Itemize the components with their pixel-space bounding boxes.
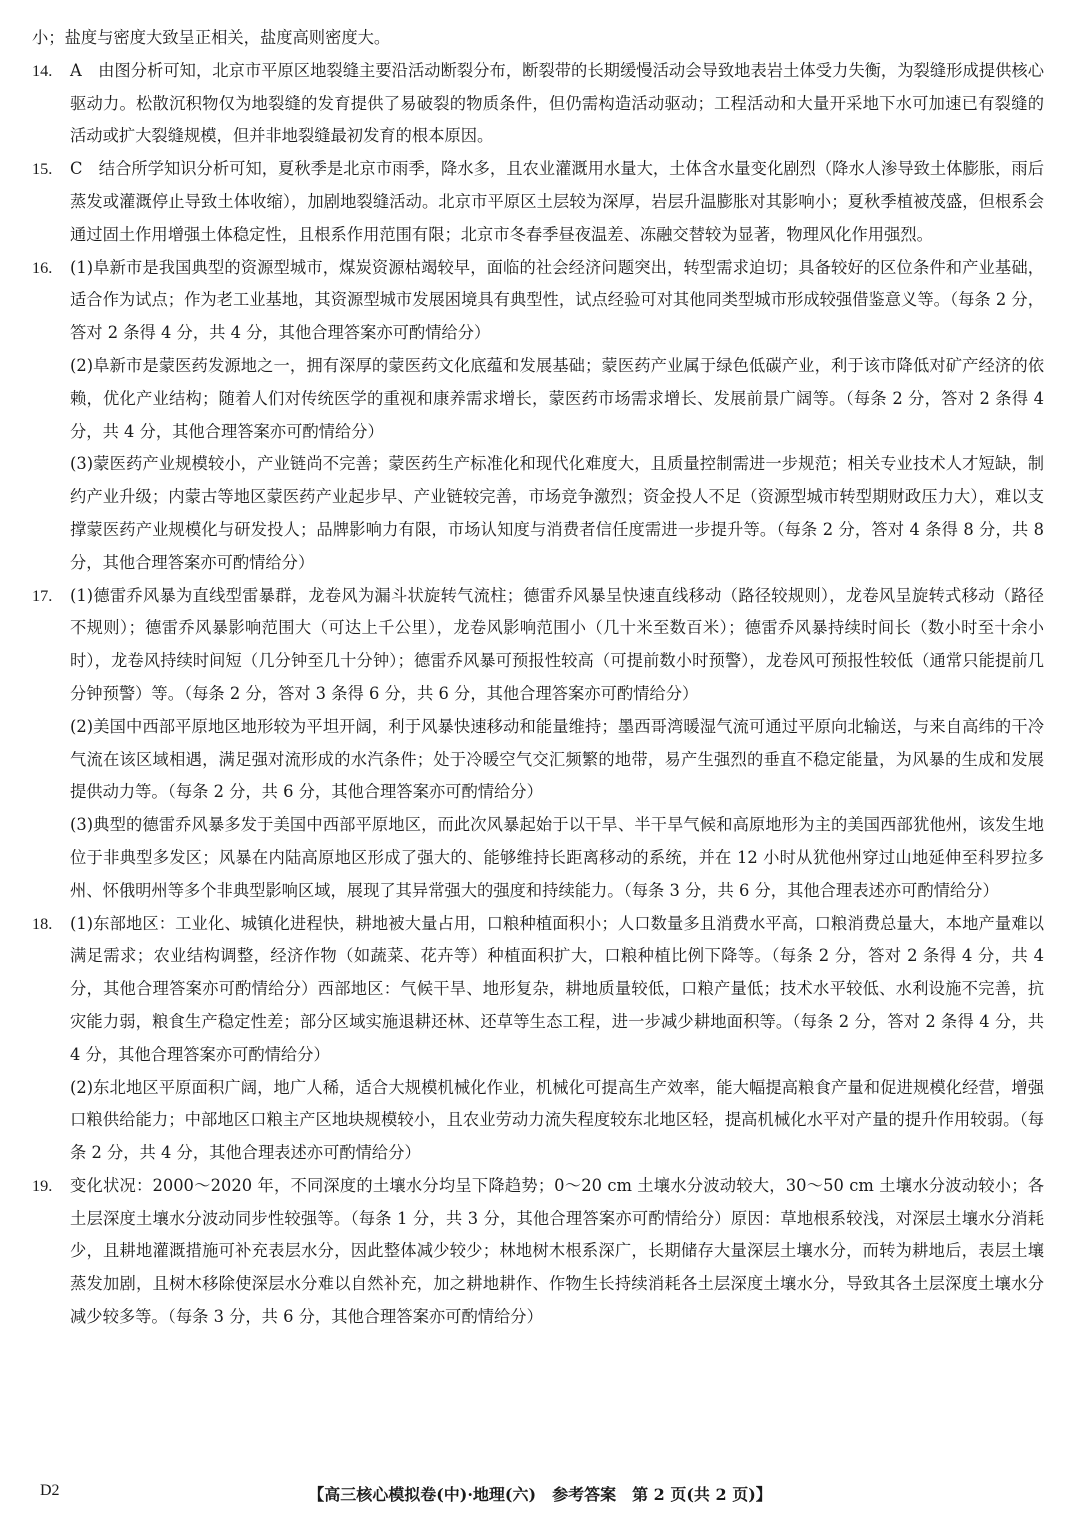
answer-text: 变化状况：2000～2020 年，不同深度的土壤水分均呈下降趋势；0～20 cm 土壤水分波动较大，30～50 cm 土壤水分波动较小；各土层深度土壤水分波动同步性较强等。（每条 1 分，共 3 分，其他合理答案亦可酌情给分）原因：草地根系较浅，对深层土壤水分消耗少，且耕地灌溉措施可补充表层水分，因此整体减少较少；林地树木根系深广，长期储存大量深层土壤水分，而转为耕地后，表层土壤蒸发加剧，且树木移除使深层水分难以自然补充，加之耕地耕作、作物生长持续消耗各土层深度土壤水分，导致其各土层深度土壤水分减少较多等。（每条 3 分，共 6 分，其他合理答案亦可酌情给分） bbox=[70, 1175, 1044, 1327]
answer-part-1: (1)东部地区：工业化、城镇化进程快，耕地被大量占用，口粮种植面积小；人口数量多且消费水平高，口粮消费总量大，本地产量难以满足需求；农业结构调整，经济作物（如蔬菜、花卉等）种植面积扩大，口粮种植比例下降等。（每条 2 分，答对 2 条得 4 分，共 4 分，其他合理答案亦可酌情给分）西部地区：气候干旱、地形复杂，耕地质量较低，口粮产量低；技术水平较低、水利设施不完善，抗灾能力弱，粮食生产稳定性差；部分区域实施退耕还林、还草等生态工程，进一步减少耕地面积等。（每条 2 分，答对 2 条得 4 分，共 4 分，其他合理答案亦可酌情给分） bbox=[70, 913, 1044, 1064]
answer-part-1: (1)阜新市是我国典型的资源型城市，煤炭资源枯竭较早，面临的社会经济问题突出，转型需求迫切；具备较好的区位条件和产业基础，适合作为试点；作为老工业基地，其资源型城市发展困境具有典型性，试点经验可对其他同类型城市形成较强借鉴意义等。（每条 2 分，答对 2 条得 4 分，共 4 分，其他合理答案亦可酌情给分） bbox=[70, 257, 1044, 343]
answer-part-2: (2)阜新市是蒙医药发源地之一，拥有深厚的蒙医药文化底蕴和发展基础；蒙医药产业属于绿色低碳产业，利于该市降低对矿产经济的依赖，优化产业结构；随着人们对传统医学的重视和康养需求增长，蒙医药市场需求增长、发展前景广阔等。（每条 2 分，答对 2 条得 4 分，共 4 分，其他合理答案亦可酌情给分） bbox=[70, 355, 1044, 441]
question-number: 18. bbox=[32, 913, 53, 933]
answer-page bbox=[32, 22, 1044, 1334]
question-16 bbox=[32, 252, 1044, 580]
answer-part-3: (3)蒙医药产业规模较小，产业链尚不完善；蒙医药生产标准化和现代化难度大，且质量控制需进一步规范；相关专业技术人才短缺，制约产业升级；内蒙古等地区蒙医药产业起步早、产业链较完善，市场竞争激烈；资金投人不足（资源型城市转型期财政压力大），难以支撑蒙医药产业规模化与研发投人；品牌影响力有限，市场认知度与消费者信任度需进一步提升等。（每条 2 分，答对 4 条得 8 分，共 8 分，其他合理答案亦可酌情给分） bbox=[70, 454, 1044, 572]
question-19 bbox=[32, 1170, 1044, 1334]
question-number: 14. bbox=[32, 60, 53, 80]
answer-text: A 由图分析可知，北京市平原区地裂缝主要沿活动断裂分布，断裂带的长期缓慢活动会导致地表岩土体受力失衡，为裂缝形成提供核心驱动力。松散沉积物仅为地裂缝的发育提供了易破裂的物质条件，但仍需构造活动驱动；工程活动和大量开采地下水可加速已有裂缝的活动或扩大裂缝规模，但并非地裂缝最初发育的根本原因。 bbox=[70, 60, 1044, 146]
question-17 bbox=[32, 580, 1044, 908]
intro-line: 小；盐度与密度大致呈正相关，盐度高则密度大。 bbox=[32, 28, 391, 47]
answer-part-1: (1)德雷乔风暴为直线型雷暴群，龙卷风为漏斗状旋转气流柱；德雷乔风暴呈快速直线移动（路径较规则），龙卷风呈旋转式移动（路径不规则）；德雷乔风暴影响范围大（可达上千公里），龙卷风影响范围小（几十米至数百米）；德雷乔风暴持续时间长（数小时至十余小时），龙卷风持续时间短（几分钟至几十分钟）；德雷乔风暴可预报性较高（可提前数小时预警），龙卷风可预报性较低（通常只能提前几分钟预警）等。（每条 2 分，答对 3 条得 6 分，共 6 分，其他合理答案亦可酌情给分） bbox=[70, 585, 1044, 703]
question-number: 19. bbox=[32, 1175, 53, 1195]
question-14 bbox=[32, 55, 1044, 153]
question-number: 16. bbox=[32, 257, 53, 277]
page-footer bbox=[40, 1482, 1040, 1510]
question-number: 15. bbox=[32, 159, 53, 179]
question-18 bbox=[32, 908, 1044, 1170]
answer-part-3: (3)典型的德雷乔风暴多发于美国中西部平原地区，而此次风暴起始于以干旱、半干旱气候和高原地形为主的美国西部犹他州，该发生地位于非典型多发区；风暴在内陆高原地区形成了强大的、能够维持长距离移动的系统，并在 12 小时从犹他州穿过山地延伸至科罗拉多州、怀俄明州等多个非典型影响区域，展现了其异常强大的强度和持续能力。（每条 3 分，共 6 分，其他合理表述亦可酌情给分） bbox=[70, 815, 1044, 900]
answer-part-2: (2)美国中西部平原地区地形较为平坦开阔，利于风暴快速移动和能量维持；墨西哥湾暖湿气流可通过平原向北输送，与来自高纬的干冷气流在该区域相遇，满足强对流形成的水汽条件；处于冷暖空气交汇频繁的地带，易产生强烈的垂直不稳定能量，为风暴的生成和发展提供动力等。（每条 2 分，共 6 分，其他合理答案亦可酌情给分） bbox=[70, 716, 1044, 802]
answer-text: C 结合所学知识分析可知，夏秋季是北京市雨季，降水多，且农业灌溉用水量大，土体含水量变化剧烈（降水人渗导致土体膨胀，雨后蒸发或灌溉停止导致土体收缩），加剧地裂缝活动。北京市平原区土层较为深厚，岩层升温膨胀对其影响小；夏秋季植被茂盛，但根系会通过固土作用增强土体稳定性，且根系作用范围有限；北京市冬春季昼夜温差、冻融交替较为显著，物理风化作用强烈。 bbox=[70, 159, 1044, 244]
question-number: 17. bbox=[32, 585, 53, 605]
page-code: D2 bbox=[40, 1482, 60, 1499]
answer-part-2: (2)东北地区平原面积广阔，地广人稀，适合大规模机械化作业，机械化可提高生产效率，能大幅提高粮食产量和促进规模化经营，增强口粮供给能力；中部地区口粮主产区地块规模较小，且农业劳动力流失程度较东北地区轻，提高机械化水平对产量的提升作用较弱。（每条 2 分，共 4 分，其他合理表述亦可酌情给分） bbox=[70, 1077, 1044, 1163]
footer-title: 【高三核心模拟卷(中)·地理(六) 参考答案 第 2 页(共 2 页)】 bbox=[308, 1485, 772, 1504]
question-15 bbox=[32, 153, 1044, 251]
